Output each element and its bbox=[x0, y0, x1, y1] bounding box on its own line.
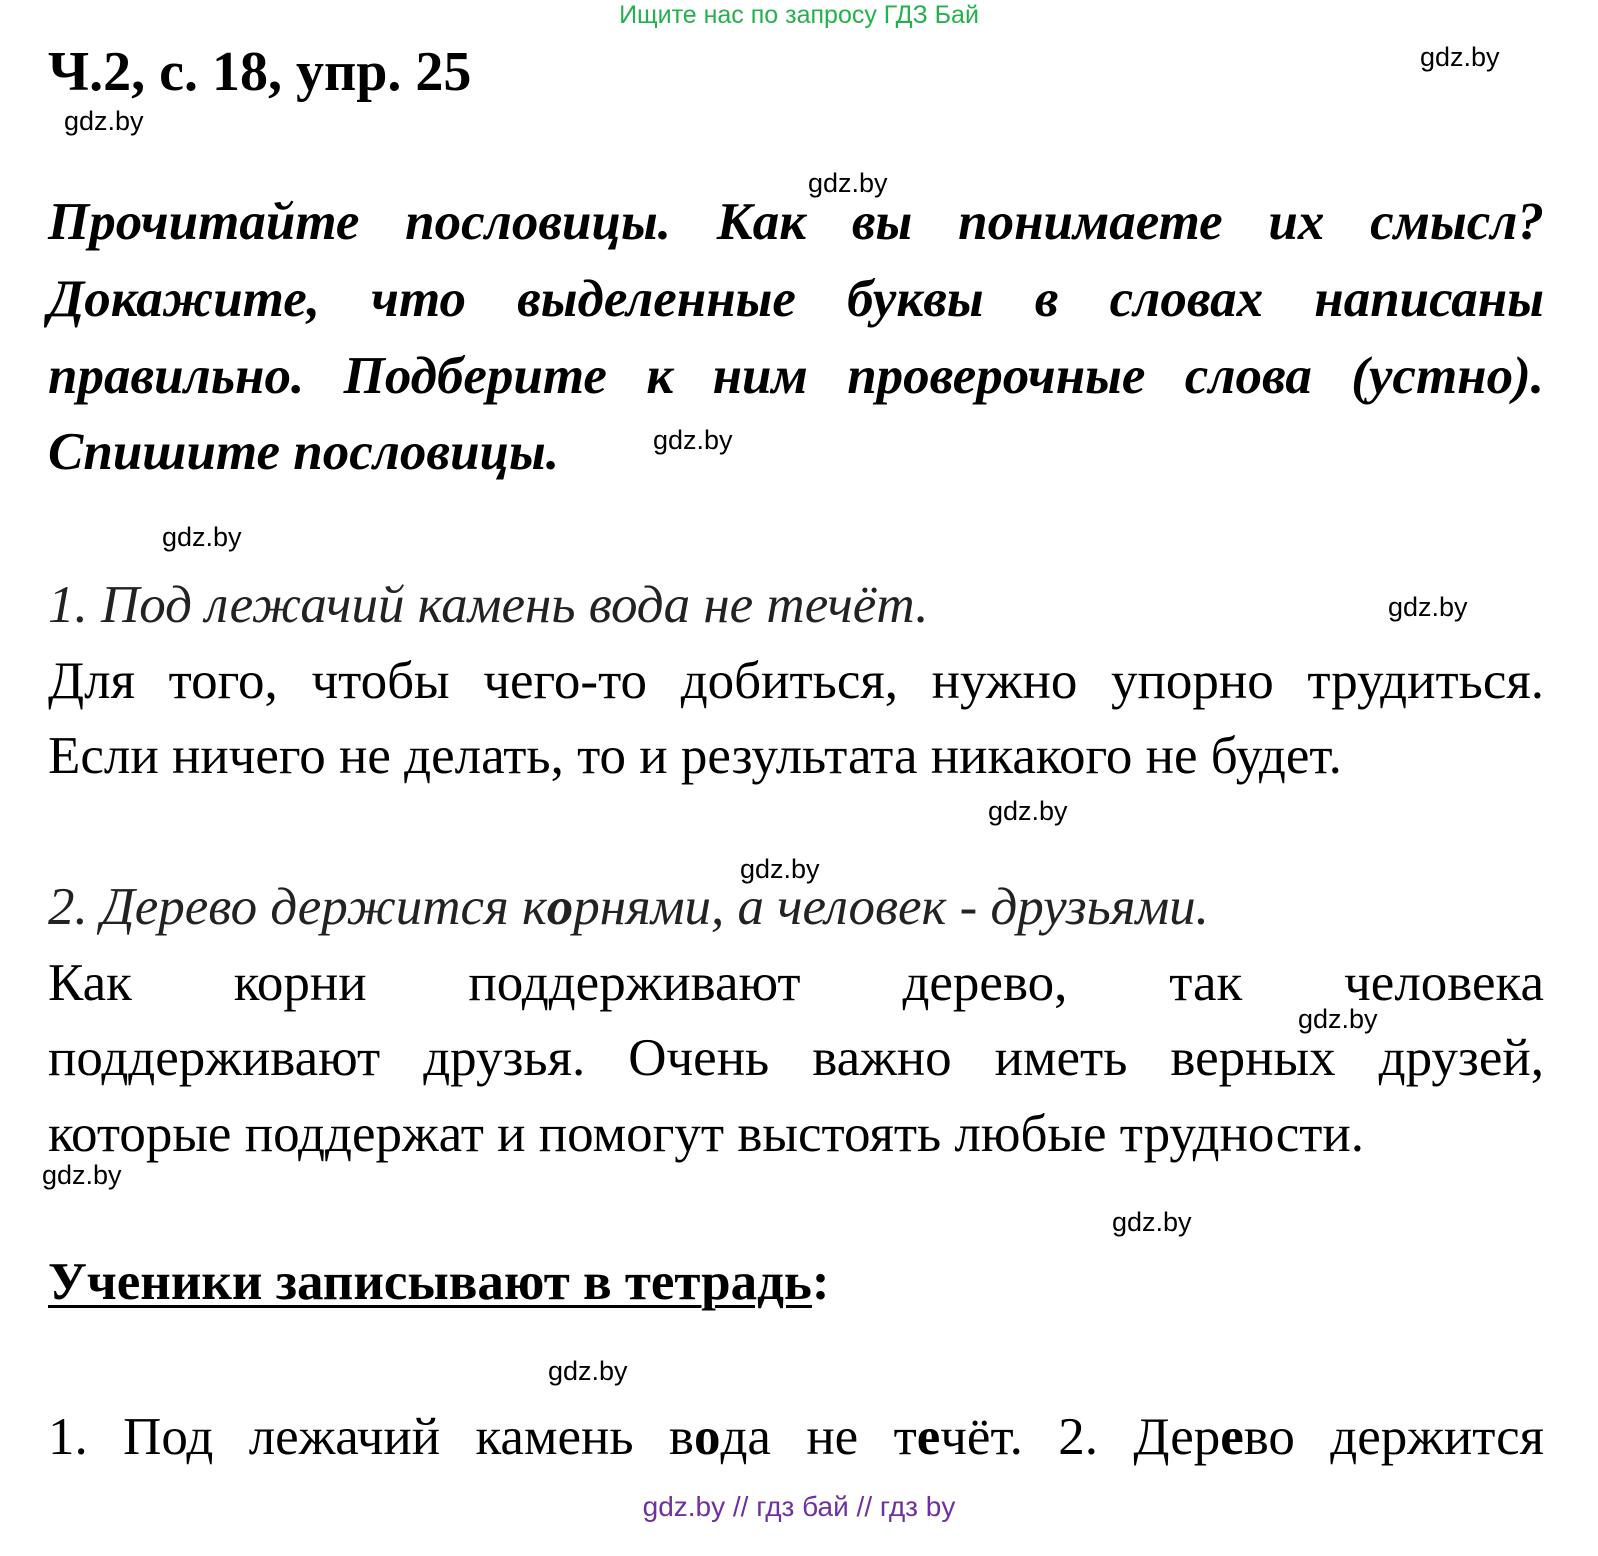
task-line: Прочитайте пословицы. Как вы понимаете их смысл? bbox=[48, 193, 1544, 251]
proverb-2-title: 2. Дерево держится корнями, а человек - друзьями. bbox=[48, 878, 1209, 936]
watermark: gdz.by bbox=[42, 1160, 122, 1190]
watermark: gdz.by bbox=[1420, 42, 1500, 72]
proverb-2-explanation: которые поддержат и помогут выстоять любые трудности. bbox=[48, 1105, 1365, 1163]
proverb-2-explanation: Как корни поддерживают дерево, так человека bbox=[48, 954, 1544, 1012]
proverb-2-explanation: поддерживают друзья. Очень важно иметь верных друзей, bbox=[48, 1029, 1544, 1087]
watermark: gdz.by bbox=[653, 425, 733, 455]
proverb-1-title: 1. Под лежачий камень вода не течёт. bbox=[48, 576, 929, 634]
section-heading: Ученики записывают в тетрадь: bbox=[48, 1253, 830, 1311]
proverb-1-explanation: Если ничего не делать, то и результата никакого не будет. bbox=[48, 727, 1342, 785]
task-line: Спишите пословицы. bbox=[48, 423, 560, 481]
highlighted-letter: о bbox=[546, 878, 574, 936]
proverb-1-explanation: Для того, чтобы чего-то добиться, нужно упорно трудиться. bbox=[48, 652, 1544, 710]
notebook-line: 1. Под лежачий камень вода не течёт. 2. Дерево держится bbox=[48, 1408, 1544, 1466]
page-title: Ч.2, с. 18, упр. 25 bbox=[48, 41, 472, 103]
watermark: gdz.by bbox=[740, 854, 820, 884]
watermark: gdz.by bbox=[1298, 1004, 1378, 1034]
watermark: gdz.by bbox=[988, 796, 1068, 826]
footer-watermark: gdz.by // гдз бай // гдз by bbox=[642, 1491, 956, 1522]
task-line: правильно. Подберите к ним проверочные слова (устно). bbox=[48, 347, 1544, 405]
watermark: gdz.by bbox=[162, 522, 242, 552]
watermark: gdz.by bbox=[1388, 592, 1468, 622]
highlighted-letter: е bbox=[916, 1408, 941, 1466]
search-banner: Ищите нас по запросу ГДЗ Бай bbox=[619, 1, 979, 29]
highlighted-letter: е bbox=[1220, 1408, 1244, 1466]
watermark: gdz.by bbox=[548, 1356, 628, 1386]
watermark: gdz.by bbox=[1112, 1207, 1192, 1237]
watermark: gdz.by bbox=[64, 106, 144, 136]
task-line: Докажите, что выделенные буквы в словах написаны bbox=[48, 270, 1544, 328]
highlighted-letter: о bbox=[693, 1408, 721, 1466]
watermark: gdz.by bbox=[808, 168, 888, 198]
